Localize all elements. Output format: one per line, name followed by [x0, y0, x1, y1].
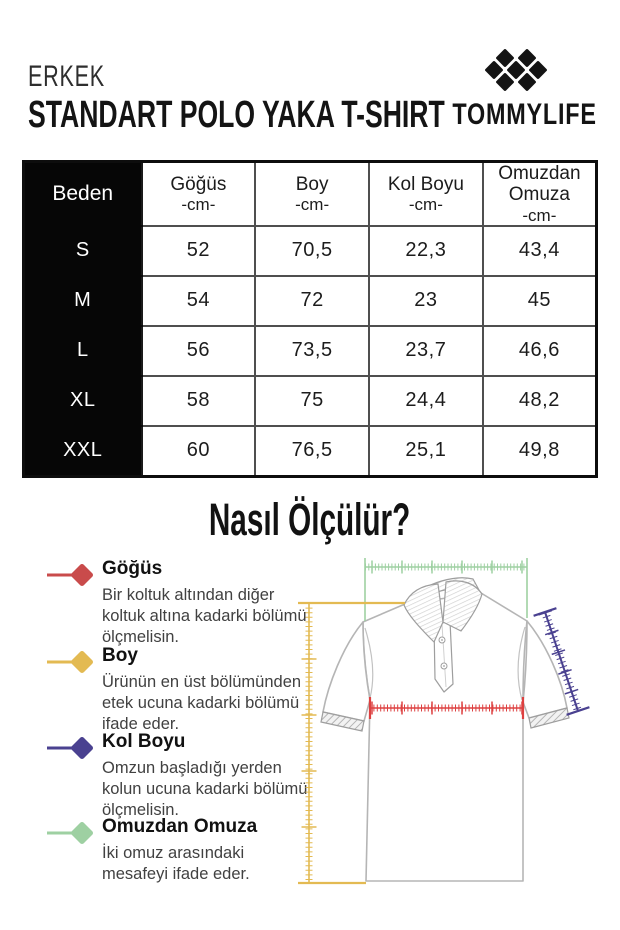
- table-row-s: [24, 226, 597, 276]
- column-header-gogus: Göğüs -cm-: [142, 162, 256, 226]
- column-header-boy: Boy -cm-: [255, 162, 369, 226]
- kol-boyu-diamond-icon: [46, 733, 96, 763]
- value-cell: 23,7: [369, 326, 483, 376]
- legend-item-gogus: [46, 558, 308, 648]
- value-cell: 70,5: [255, 226, 369, 276]
- right-sleeve: [523, 621, 567, 718]
- value-cell: 24,4: [369, 376, 483, 426]
- size-cell: M: [24, 276, 142, 326]
- measure-section-title: Nasıl Ölçülür?: [209, 494, 411, 545]
- boy-diamond-icon: [46, 647, 96, 677]
- value-cell: 60: [142, 426, 256, 477]
- legend-item-omuzdan-omuza: [46, 816, 308, 885]
- table-header-row: [24, 162, 597, 226]
- value-cell: 75: [255, 376, 369, 426]
- legend-title: Boy: [102, 645, 138, 666]
- brand-name: TOMMYLIFE: [452, 98, 597, 131]
- legend-description: Ürünün en üst bölümünden etek ucuna kadarki bölümü ifade eder.: [102, 673, 302, 733]
- value-cell: 73,5: [255, 326, 369, 376]
- omuzdan-omuza-diamond-icon: [46, 818, 96, 848]
- value-cell: 43,4: [483, 226, 597, 276]
- legend-title: Göğüs: [102, 558, 163, 579]
- left-sleeve: [323, 622, 370, 721]
- legend-description: Bir koltuk altından diğer koltuk altına kadarki bölümü ölçmelisin.: [102, 586, 307, 646]
- category-label: ERKEK: [28, 60, 105, 93]
- value-cell: 52: [142, 226, 256, 276]
- corner-header-cell: Beden: [24, 162, 142, 226]
- table-row-xl: [24, 376, 597, 426]
- legend-item-kol-boyu: [46, 731, 308, 821]
- size-cell: XL: [24, 376, 142, 426]
- legend-title: Omuzdan Omuza: [102, 816, 258, 837]
- value-cell: 58: [142, 376, 256, 426]
- table-row-l: [24, 326, 597, 376]
- value-cell: 48,2: [483, 376, 597, 426]
- value-cell: 49,8: [483, 426, 597, 477]
- legend-description: Omzun başladığı yerden kolun ucuna kadarki bölümü ölçmelisin.: [102, 759, 308, 819]
- polo-shirt-drawing: [321, 578, 569, 881]
- size-cell: S: [24, 226, 142, 276]
- table-row-xxl: [24, 426, 597, 477]
- value-cell: 45: [483, 276, 597, 326]
- size-cell: XXL: [24, 426, 142, 477]
- value-cell: 23: [369, 276, 483, 326]
- polo-shirt-diagram: [295, 548, 615, 893]
- value-cell: 72: [255, 276, 369, 326]
- value-cell: 22,3: [369, 226, 483, 276]
- column-header-kol-boyu: Kol Boyu -cm-: [369, 162, 483, 226]
- size-table: [22, 160, 598, 478]
- value-cell: 56: [142, 326, 256, 376]
- value-cell: 76,5: [255, 426, 369, 477]
- legend-item-boy: [46, 645, 308, 735]
- legend-description: İki omuz arasındaki mesafeyi ifade eder.: [102, 844, 250, 883]
- brand-logo: [432, 46, 600, 132]
- value-cell: 54: [142, 276, 256, 326]
- column-header-omuzdan-omuza: Omuzdan Omuza -cm-: [483, 162, 597, 226]
- value-cell: 46,6: [483, 326, 597, 376]
- size-cell: L: [24, 326, 142, 376]
- value-cell: 25,1: [369, 426, 483, 477]
- table-row-m: [24, 276, 597, 326]
- gogus-diamond-icon: [46, 560, 96, 590]
- page-title: STANDART POLO YAKA T-SHIRT: [28, 94, 445, 136]
- diamond-cluster-icon: [483, 46, 549, 94]
- legend-title: Kol Boyu: [102, 731, 186, 752]
